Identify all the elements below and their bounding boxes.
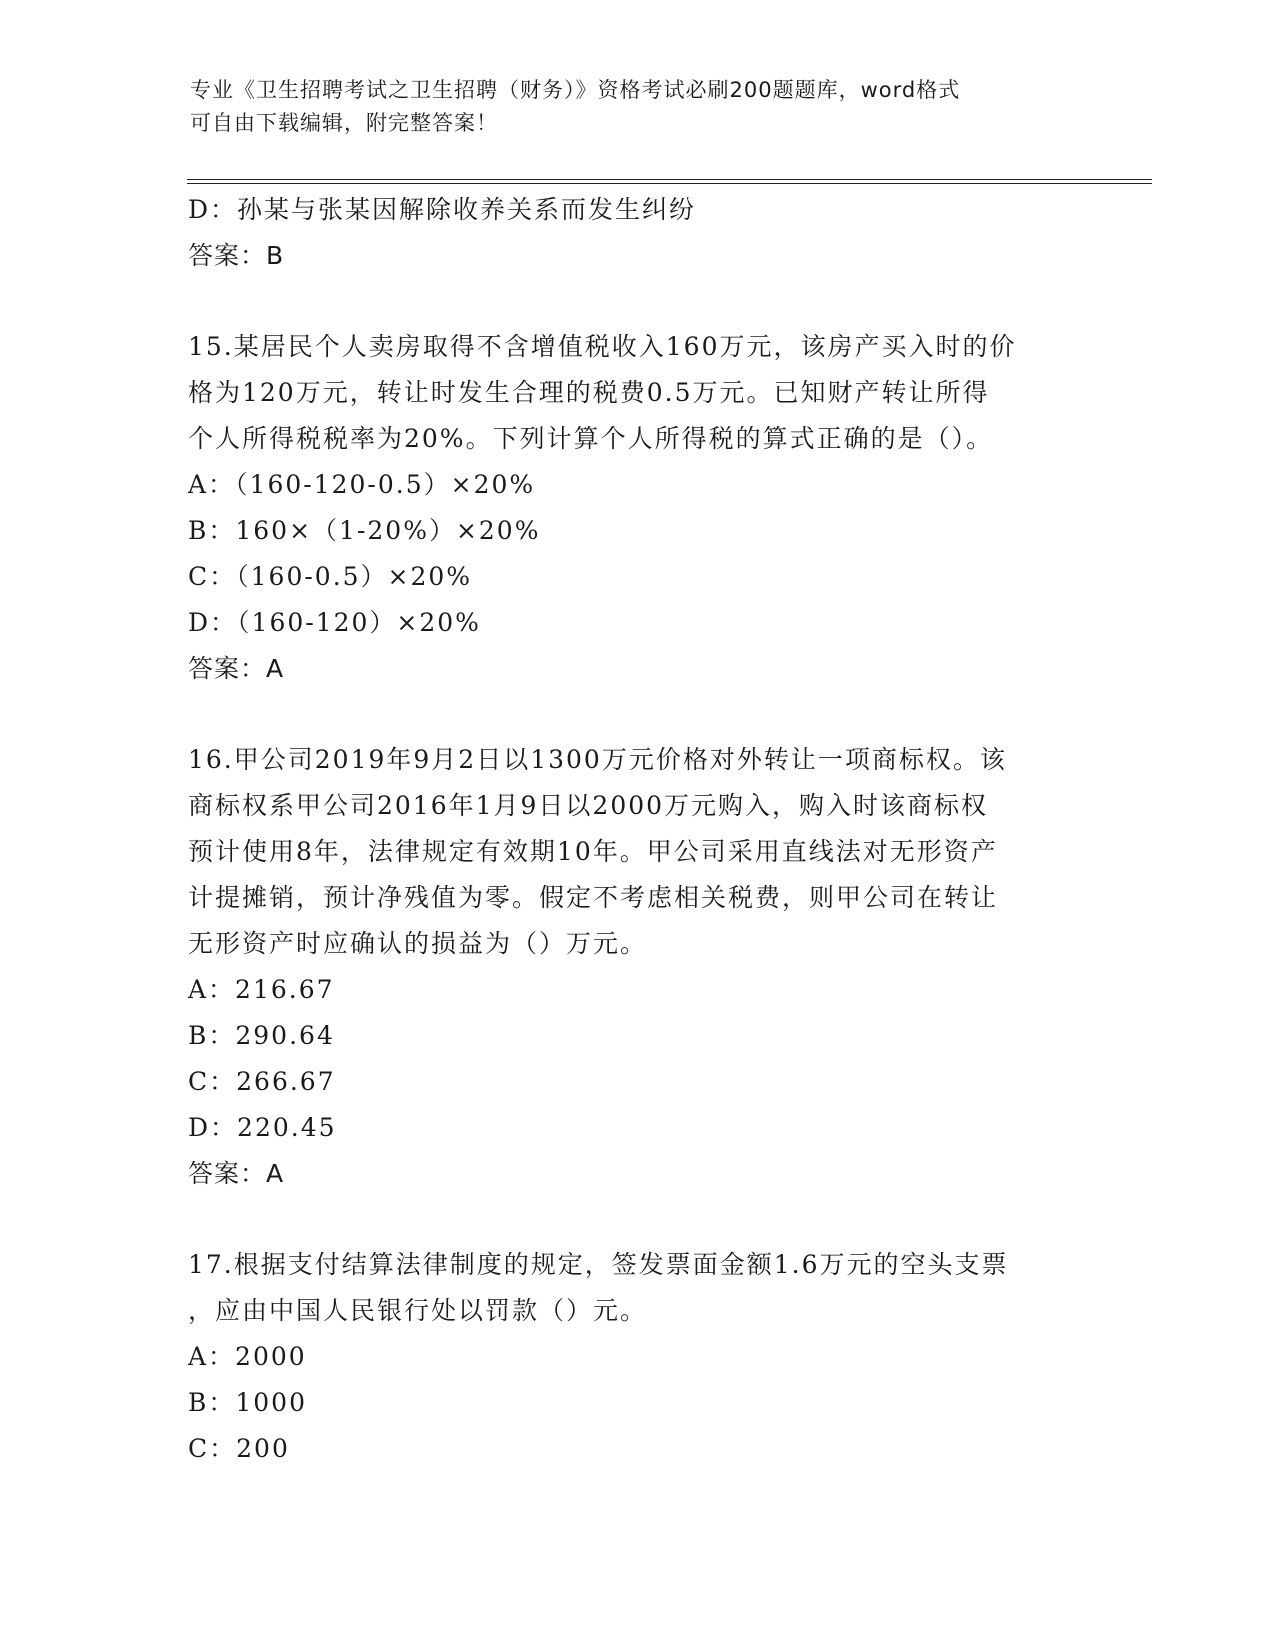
header-divider-top <box>187 179 1152 180</box>
question-content <box>188 187 1088 1472</box>
option-b: B：290.64 <box>188 1021 335 1050</box>
question-14-tail <box>188 187 1088 279</box>
option-a: A：（160-120-0.5）×20% <box>188 470 536 499</box>
option-c: C：266.67 <box>188 1067 336 1096</box>
question-text-line: 17.根据支付结算法律制度的规定，签发票面金额1.6万元的空头支票 <box>188 1250 1009 1279</box>
answer-line: 答案：B <box>188 241 285 270</box>
option-d: D：孙某与张某因解除收养关系而发生纠纷 <box>188 195 697 224</box>
question-text-line: ，应由中国人民银行处以罚款（）元。 <box>188 1296 648 1325</box>
option-b: B：160×（1-20%）×20% <box>188 516 541 545</box>
option-c: C：200 <box>188 1434 290 1463</box>
question-15 <box>188 324 1088 692</box>
question-text-line: 预计使用8年，法律规定有效期10年。甲公司采用直线法对无形资产 <box>188 837 998 866</box>
option-a: A：2000 <box>188 1342 307 1371</box>
answer-line: 答案：A <box>188 1159 285 1188</box>
question-17 <box>188 1242 1088 1472</box>
option-d: D：（160-120）×20% <box>188 608 481 637</box>
answer-line: 答案：A <box>188 654 285 683</box>
header-divider-bottom <box>187 183 1152 184</box>
question-text-line: 个人所得税税率为20%。下列计算个人所得税的算式正确的是（）。 <box>188 424 994 453</box>
question-text-line: 无形资产时应确认的损益为（）万元。 <box>188 929 648 958</box>
question-16 <box>188 737 1088 1197</box>
option-a: A：216.67 <box>188 975 335 1004</box>
question-text-line: 15.某居民个人卖房取得不含增值税收入160万元，该房产买入时的价 <box>188 332 1017 361</box>
question-text-line: 16.甲公司2019年9月2日以1300万元价格对外转让一项商标权。该 <box>188 745 1007 774</box>
question-text-line: 商标权系甲公司2016年1月9日以2000万元购入，购入时该商标权 <box>188 791 989 820</box>
header-title-line-2: 可自由下载编辑，附完整答案！ <box>190 111 498 135</box>
header-title-line-1: 专业《卫生招聘考试之卫生招聘（财务）》资格考试必刷200题题库，word格式 <box>190 78 961 102</box>
option-b: B：1000 <box>188 1388 307 1417</box>
option-c: C：（160-0.5）×20% <box>188 562 473 591</box>
document-header <box>190 74 1090 140</box>
question-text-line: 计提摊销，预计净残值为零。假定不考虑相关税费，则甲公司在转让 <box>188 883 999 912</box>
question-text-line: 格为120万元，转让时发生合理的税费0.5万元。已知财产转让所得 <box>188 378 990 407</box>
option-d: D：220.45 <box>188 1113 337 1142</box>
